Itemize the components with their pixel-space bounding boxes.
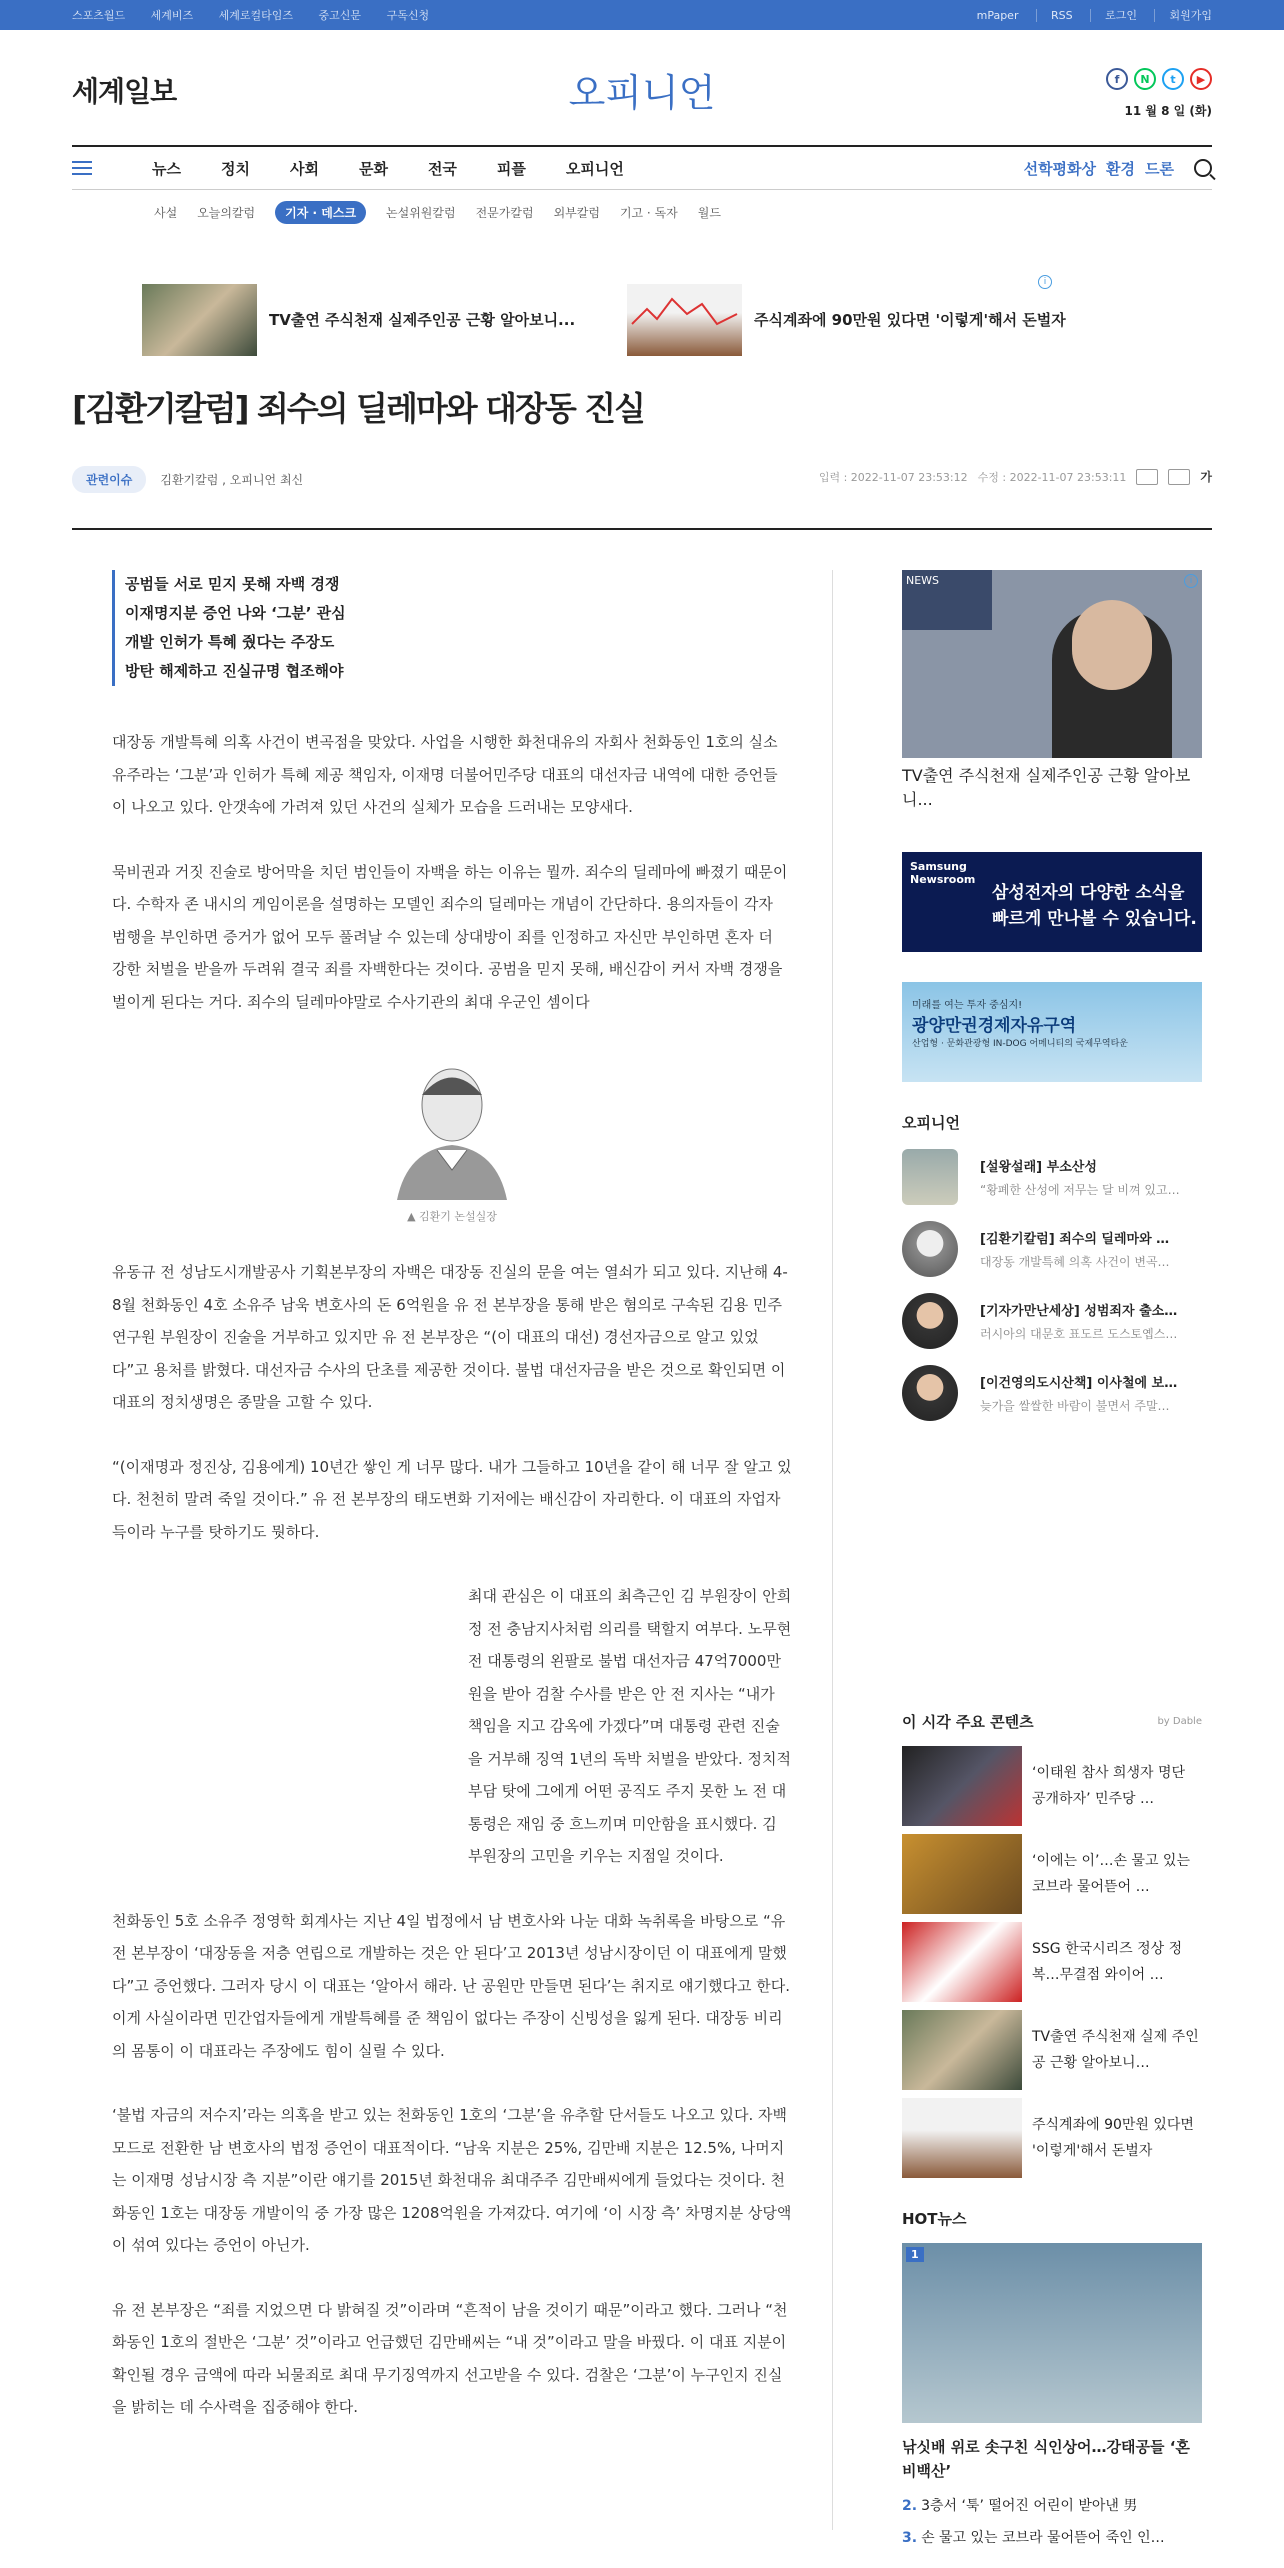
columnist-photo: [372, 1050, 532, 1224]
family-link[interactable]: 중고신문: [318, 9, 362, 22]
mpaper-link[interactable]: mPaper: [976, 9, 1019, 22]
content-title: ‘이태원 참사 희생자 명단 공개하자’ 민주당 …: [1032, 1765, 1186, 1807]
hot-item-title: 손 물고 있는 코브라 물어뜯어 죽인 인…: [921, 2530, 1165, 2546]
nav-item-peace-prize[interactable]: 선학평화상: [1023, 159, 1097, 178]
article-title: [김환기칼럼] 죄수의 딜레마와 대장동 진실: [72, 389, 645, 428]
ad-text: 주식계좌에 90만원 있다면 '이렇게'해서 돈벌자: [754, 311, 1066, 329]
email-icon[interactable]: [1168, 469, 1190, 485]
content-thumb: [902, 1746, 1022, 1826]
print-icon[interactable]: [1136, 469, 1158, 485]
twitter-icon[interactable]: t: [1162, 68, 1184, 90]
hot-news-item[interactable]: [902, 2495, 1202, 2515]
font-size-icon[interactable]: 가: [1200, 470, 1212, 484]
opinion-thumb: [902, 1149, 958, 1205]
ad-thumbnail: [627, 284, 742, 356]
hot-rank: 2.: [902, 2498, 918, 2514]
article-paragraph: ‘불법 자금의 저수지’라는 의혹을 받고 있는 천화동인 1호의 ‘그분’을 유추할 단서들도 나오고 있다. 자백 모드로 전환한 남 변호사의 법정 증언이 대표적이다. “남욱 지분은 25%, 김만배 지분은 12.5%, 나머지는 이재명 성남시장 측 지분”이란 얘기를 2015년 화천대유 최대주주 김만배씨에게 들었다는 것이다. 천화동인 1호는 대장동 개발이익 중 가장 많은 1208억원을 가져갔다. 여기에 ‘이 시장 측’ 차명지분 상당액이 섞여 있다는 증언이 아닌가.: [112, 2106, 792, 2254]
banner-tiny: 산업형 · 문화관광형 IN-DOG 어메니티의 국제무역타운: [912, 1039, 1128, 1049]
opinion-desc: 대장동 개발특혜 의혹 사건이 변곡…: [980, 1255, 1170, 1269]
article-summary: [112, 570, 792, 686]
content-item[interactable]: [902, 1834, 1202, 1914]
photo-caption: ▲ 김환기 논설실장: [407, 1210, 497, 1223]
summary-line: 공범들 서로 믿지 못해 자백 경쟁: [125, 575, 340, 593]
opinion-title: [김환기칼럼] 죄수의 딜레마와 …: [980, 1232, 1170, 1247]
rank-badge: 1: [906, 2247, 924, 2262]
menu-icon[interactable]: [72, 157, 92, 179]
summary-line: 방탄 해제하고 진실규명 협조해야: [125, 662, 344, 680]
naver-icon[interactable]: N: [1134, 68, 1156, 90]
content-item[interactable]: [902, 2098, 1202, 2178]
opinion-title: [기자가만난세상] 성범죄자 출소…: [980, 1304, 1178, 1319]
dable-credit: by Dable: [1157, 1716, 1202, 1727]
nav-item-people[interactable]: 피플: [496, 159, 526, 178]
hot-news-item[interactable]: [902, 2527, 1202, 2547]
main-nav: [72, 145, 1212, 190]
sub-nav: [72, 190, 1212, 235]
subnav-item[interactable]: 외부칼럼: [553, 206, 600, 220]
search-icon[interactable]: [1194, 159, 1212, 177]
today-date: 11 월 8 일 (화): [1124, 104, 1212, 118]
family-sites: [72, 7, 451, 23]
article-paragraph: “(이재명과 정진상, 김용에게) 10년간 쌓인 게 너무 많다. 내가 그들하고 10년을 같이 해 너무 잘 알고 있다. 천천히 말려 죽일 것이다.” 유 전 본부장의 태도변화 기저에는 배신감이 자리한다. 이 대표의 자업자득이라 누구를 탓하기도 뭣하다.: [112, 1457, 792, 1541]
article-tools: [819, 468, 1212, 485]
site-header: [72, 30, 1212, 145]
article-paragraph: 대장동 개발특혜 의혹 사건이 변곡점을 맞았다. 사업을 시행한 화천대유의 자회사 천화동인 1호의 실소유주라는 ‘그분’과 인허가 특혜 제공 책임자, 이재명 더불어민주당 대표의 대선자금 내역에 대한 증언들이 나오고 있다. 안갯속에 가려져 있던 사건의 실체가 모습을 드러내는 모양새다.: [112, 733, 778, 816]
nav-item-society[interactable]: 사회: [289, 159, 319, 178]
sidebar: [902, 530, 1202, 2547]
ad-item[interactable]: [627, 275, 1112, 365]
opinion-thumb: [902, 1365, 958, 1421]
related-issue-tag[interactable]: 관련이슈: [72, 466, 146, 493]
banner-text: 삼성전자의 다양한 소식을: [992, 883, 1185, 903]
sidebar-ad-image[interactable]: [902, 570, 1202, 758]
opinion-title: [이건영의도시산책] 이사철에 보…: [980, 1376, 1178, 1391]
summary-line: 이재명지분 증언 나와 ‘그분’ 관심: [125, 604, 346, 622]
nav-item-opinion[interactable]: 오피니언: [565, 159, 624, 178]
sidebar-ad-text[interactable]: TV출연 주식천재 실제주인공 근황 알아보니...: [902, 766, 1191, 809]
ad-info-icon[interactable]: i: [1038, 275, 1052, 289]
nav-right: [1024, 158, 1212, 179]
login-link[interactable]: 로그인: [1090, 9, 1137, 22]
section-title[interactable]: 오피니언: [568, 71, 716, 115]
contents-heading: 이 시각 주요 콘텐츠: [902, 1713, 1034, 1731]
top-ad-row: [142, 275, 1142, 365]
opinion-item[interactable]: [902, 1365, 1202, 1421]
banner-brand: Samsung Newsroom: [910, 860, 976, 886]
article-meta: [72, 460, 1212, 530]
article-body-wrap: [72, 530, 1212, 2546]
opinion-thumb: [902, 1293, 958, 1349]
family-link[interactable]: 세계로컬타임즈: [218, 9, 294, 22]
content-thumb: [902, 2098, 1022, 2178]
facebook-icon[interactable]: f: [1106, 68, 1128, 90]
nav-item-nation[interactable]: 전국: [427, 159, 457, 178]
subnav-item-active[interactable]: 기자 · 데스크: [275, 201, 366, 224]
ad-badge: NEWS: [902, 570, 992, 630]
content-title: ‘이에는 이’…손 물고 있는 코브라 물어뜯어 …: [1032, 1853, 1190, 1895]
article-category[interactable]: 김환기칼럼 , 오피니언 최신: [160, 472, 304, 487]
account-links: [949, 7, 1212, 23]
banner-small: 미래를 여는 투자 중심지!: [912, 1000, 1023, 1011]
hot-news-title[interactable]: 낚싯배 위로 솟구친 식인상어…강태공들 ‘혼비백산’: [902, 2438, 1190, 2480]
banner-text: 빠르게 만나볼 수 있습니다.: [992, 909, 1197, 929]
nav-item-culture[interactable]: 문화: [358, 159, 388, 178]
content-thumb: [902, 2010, 1022, 2090]
opinion-heading: 오피니언: [902, 1114, 960, 1132]
family-link[interactable]: 세계비즈: [150, 9, 194, 22]
ad-text: TV출연 주식천재 실제주인공 근황 알아보니...: [269, 311, 576, 329]
banner-big: 광양만권경제자유구역: [912, 1016, 1077, 1036]
article-paragraph: 유동규 전 성남도시개발공사 기획본부장의 자백은 대장동 진실의 문을 여는 열쇠가 되고 있다. 지난해 4-8월 천화동인 4호 소유주 남욱 변호사의 돈 6억원을 유 전 본부장을 통해 받은 혐의로 구속된 김용 민주연구원 부원장이 진술을 거부하고 있지만 유 전 본부장은 “(이 대표의 대선) 경선자금으로 알고 있었다”고 용처를 밝혔다. 대선자금 수사의 단초를 제공한 것이다. 불법 대선자금을 받은 것으로 확인되면 이 대표의 정치생명은 종말을 고할 수 있다.: [112, 1263, 788, 1411]
article-paragraph: 최대 관심은 이 대표의 최측근인 김 부원장이 안희정 전 충남지사처럼 의리를 택할지 여부다. 노무현 전 대통령의 왼팔로 불법 대선자금 47억7000만원을 받아 검찰 수사를 받은 안 전 지사는 “내가 책임을 지고 감옥에 가겠다”며 대통령 관련 진술을 거부해 징역 1년의 독박 처벌을 받았다. 정치적 부담 탓에 그에게 어떤 공직도 주지 못한 노 전 대통령은 재임 중 흐느끼며 미안함을 표시했다. 김 부원장의 고민을 키우는 지점일 것이다.: [468, 1587, 792, 1865]
family-link[interactable]: 스포츠월드: [72, 9, 126, 22]
opinion-desc: “황폐한 산성에 저무는 달 비껴 있고…: [980, 1183, 1180, 1197]
columnist-portrait: [377, 1050, 527, 1200]
subnav-item[interactable]: 전문가칼럼: [475, 206, 534, 220]
content-thumb: [902, 1834, 1022, 1914]
content-title: SSG 한국시리즈 정상 정복…무결점 와이어 …: [1032, 1941, 1183, 1983]
nav-item-environment[interactable]: 환경: [1106, 159, 1136, 178]
hot-news-heading: HOT뉴스: [902, 2210, 967, 2228]
article-content: [112, 530, 792, 2424]
article-paragraph: 유 전 본부장은 “죄를 지었으면 다 밝혀질 것”이라며 “흔적이 남을 것이기 때문”이라고 했다. 그러나 “천화동인 1호의 절반은 ‘그분’ 것”이라고 언급했던 김만배씨는 “내 것”이라고 말을 바꿨다. 이 대표 지분이 확인될 경우 금액에 따라 뇌물죄로 최대 무기징역까지 선고받을 수 있다. 검찰은 ‘그분’이 누구인지 진실을 밝히는 데 수사력을 집중해야 한다.: [112, 2300, 788, 2416]
content-item[interactable]: [902, 2010, 1202, 2090]
subnav-item[interactable]: 오늘의칼럼: [197, 206, 256, 220]
gwangyang-banner[interactable]: [902, 982, 1202, 1082]
opinion-thumb: [902, 1221, 958, 1277]
hot-item-title: 3층서 ‘툭’ 떨어진 어린이 받아낸 男: [921, 2498, 1138, 2514]
youtube-icon[interactable]: ▶: [1190, 68, 1212, 90]
family-link[interactable]: 구독신청: [386, 9, 430, 22]
opinion-desc: 늦가을 쌀쌀한 바람이 불면서 주말…: [980, 1399, 1170, 1413]
nav-item-drone[interactable]: 드론: [1145, 159, 1174, 178]
column-divider: [832, 570, 833, 2530]
social-links: [1106, 68, 1212, 90]
content-title: TV출연 주식천재 실제 주인공 근황 알아보니…: [1032, 2029, 1199, 2071]
subnav-item[interactable]: 월드: [697, 206, 721, 220]
opinion-title: [설왕설래] 부소산성: [980, 1160, 1097, 1175]
modified-time: 수정 : 2022-11-07 23:53:11: [977, 470, 1127, 484]
opinion-item[interactable]: [902, 1149, 1202, 1205]
top-utility-bar: [0, 0, 1284, 30]
article-paragraph: 묵비권과 거짓 진술로 방어막을 치던 범인들이 자백을 하는 이유는 뭘까. 죄수의 딜레마에 빠졌기 때문이다. 수학자 존 내시의 게임이론을 설명하는 모델인 죄수의 딜레마는 개념이 간단하다. 용의자들이 각자 범행을 부인하면 증거가 없어 모두 풀려날 수 있는데 상대방이 죄를 인정하고 자신만 부인하면 혼자 더 강한 처벌을 받을까 두려워 결국 죄를 자백한다는 것이다. 공범을 믿지 못해, 배신감이 커서 자백 경쟁을 벌이게 된다는 거다. 죄수의 딜레마야말로 수사기관의 최대 우군인 셈이다: [112, 862, 788, 1011]
hot-rank: 3.: [902, 2530, 918, 2546]
subnav-item[interactable]: 논설위원칼럼: [386, 206, 456, 220]
content-thumb: [902, 1922, 1022, 2002]
published-time: 입력 : 2022-11-07 23:53:12: [818, 470, 968, 484]
samsung-newsroom-banner[interactable]: [902, 852, 1202, 952]
opinion-desc: 러시아의 대문호 표도르 도스토옙스…: [980, 1327, 1178, 1341]
nav-item-politics[interactable]: 정치: [220, 159, 250, 178]
ad-info-icon[interactable]: i: [1184, 574, 1198, 588]
subnav-item[interactable]: 기고 · 독자: [619, 206, 678, 220]
nav-item-news[interactable]: 뉴스: [152, 159, 181, 178]
article-paragraph: 천화동인 5호 소유주 정영학 회계사는 지난 4일 법정에서 남 변호사와 나눈 대화 녹취록을 바탕으로 “유 전 본부장이 ‘대장동을 저층 연립으로 개발하는 것은 안 된다’고 2013년 성남시장이던 이 대표에게 말했다”고 증언했다. 그러자 당시 이 대표는 ‘알아서 해라. 난 공원만 만들면 된다’는 취지로 얘기했다고 한다. 이게 사실이라면 민간업자들에게 개발특혜를 준 책임이 없다는 주장이 신빙성을 잃게 된다. 대장동 비리의 몸통이 이 대표라는 주장에도 힘이 실릴 수 있다.: [112, 1911, 790, 2060]
ad-thumbnail: [142, 284, 257, 356]
opinion-item[interactable]: [902, 1221, 1202, 1277]
content-title: 주식계좌에 90만원 있다면 '이렇게'해서 돈벌자: [1032, 2117, 1194, 2159]
content-item[interactable]: [902, 1922, 1202, 2002]
subnav-item[interactable]: 사설: [154, 206, 178, 220]
summary-line: 개발 인허가 특혜 줬다는 주장도: [125, 633, 335, 651]
ad-item[interactable]: [142, 275, 627, 365]
signup-link[interactable]: 회원가입: [1154, 9, 1212, 22]
content-item[interactable]: [902, 1746, 1202, 1826]
site-logo[interactable]: 세계일보: [72, 75, 177, 108]
rss-link[interactable]: RSS: [1036, 9, 1073, 22]
hot-news-image[interactable]: [902, 2243, 1202, 2423]
opinion-item[interactable]: [902, 1293, 1202, 1349]
